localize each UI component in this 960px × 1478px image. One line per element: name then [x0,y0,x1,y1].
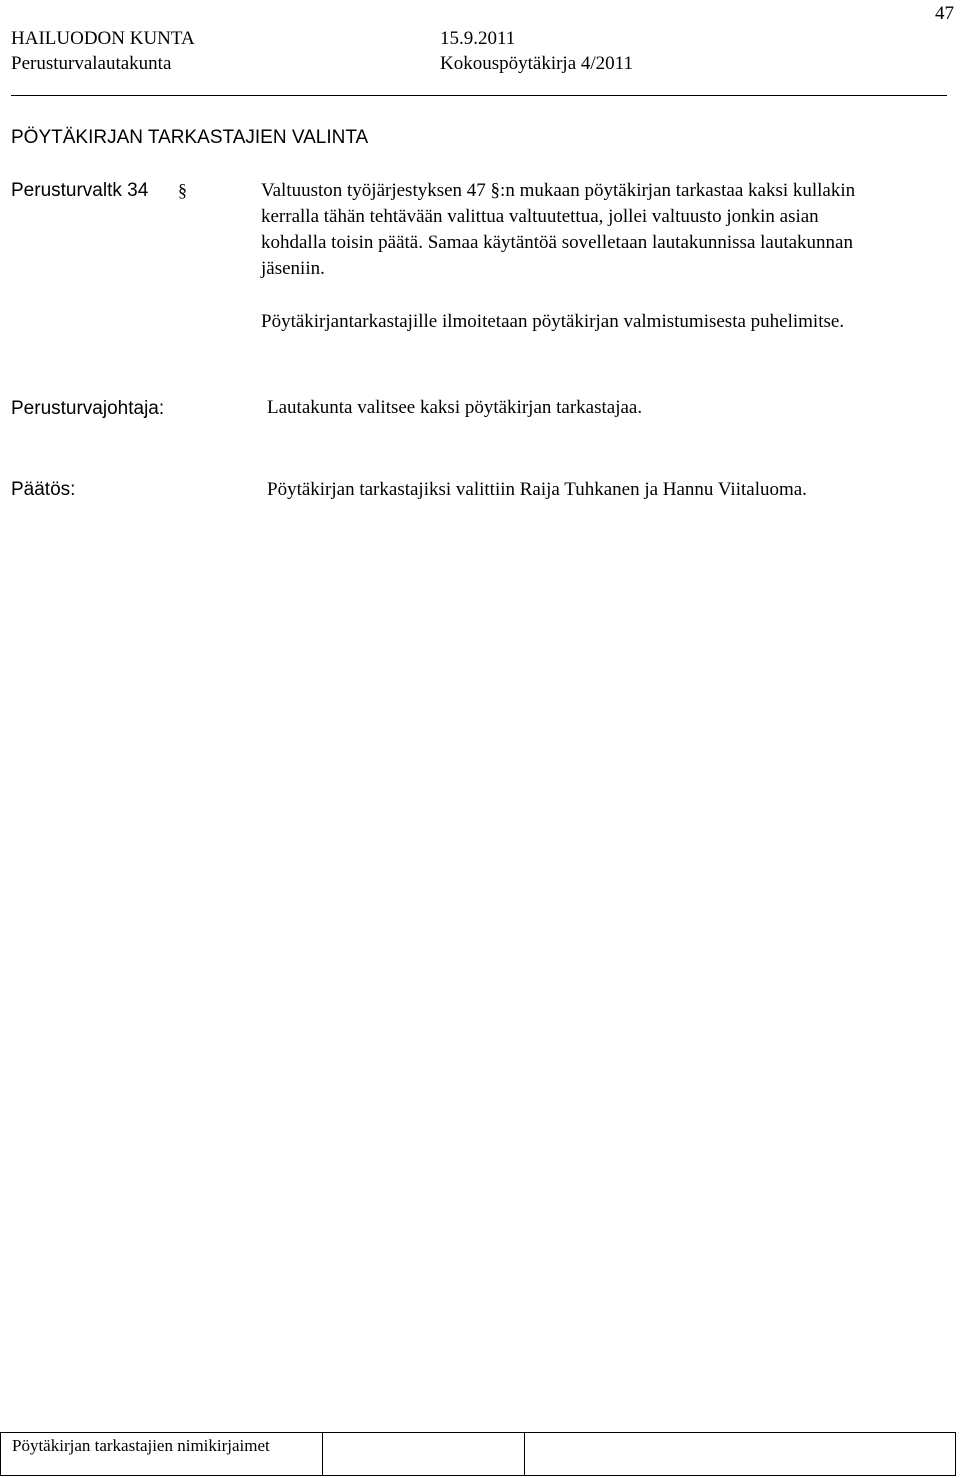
decision-text: Pöytäkirjan tarkastajiksi valittiin Raija Tuhkanen ja Hannu Viitaluoma. [267,479,807,500]
meeting-date: 15.9.2011 [440,28,516,49]
municipality-name: HAILUODON KUNTA [11,28,195,49]
header-rule [11,95,947,96]
paragraph-rules: Valtuuston työjärjestyksen 47 §:n mukaan pöytäkirjan tarkastaa kaksi kullakin kerralla tähän tehtävään valittua valtuutettua, jollei valtuusto jonkin asian kohdalla toisin päätä. Samaa käytäntöä sovelletaan lautakunnissa lautakunnan jäseniin. [261,180,856,279]
paragraph-notice: Pöytäkirjantarkastajille ilmoitetaan pöytäkirjan valmistumisesta puhelimitse. [261,311,845,332]
section-symbol: § [178,180,187,200]
proposal-text: Lautakunta valitsee kaksi pöytäkirjan tarkastajaa. [267,397,643,418]
minutes-number: Kokouspöytäkirja 4/2011 [440,53,633,74]
decision-label: Päätös: [11,479,76,500]
board-name: Perusturvalautakunta [11,53,172,74]
proposal-label: Perusturvajohtaja: [11,398,165,419]
initials-cell-2 [525,1433,955,1475]
initials-table [0,1432,956,1476]
section-heading: PÖYTÄKIRJAN TARKASTAJIEN VALINTA [11,127,369,148]
page-number: 47 [935,3,954,24]
section-body [261,178,881,335]
initials-cell-1 [323,1433,525,1475]
initials-label: Pöytäkirjan tarkastajien nimikirjaimet [1,1433,323,1475]
section-ref: Perusturvaltk 34 [11,180,149,201]
